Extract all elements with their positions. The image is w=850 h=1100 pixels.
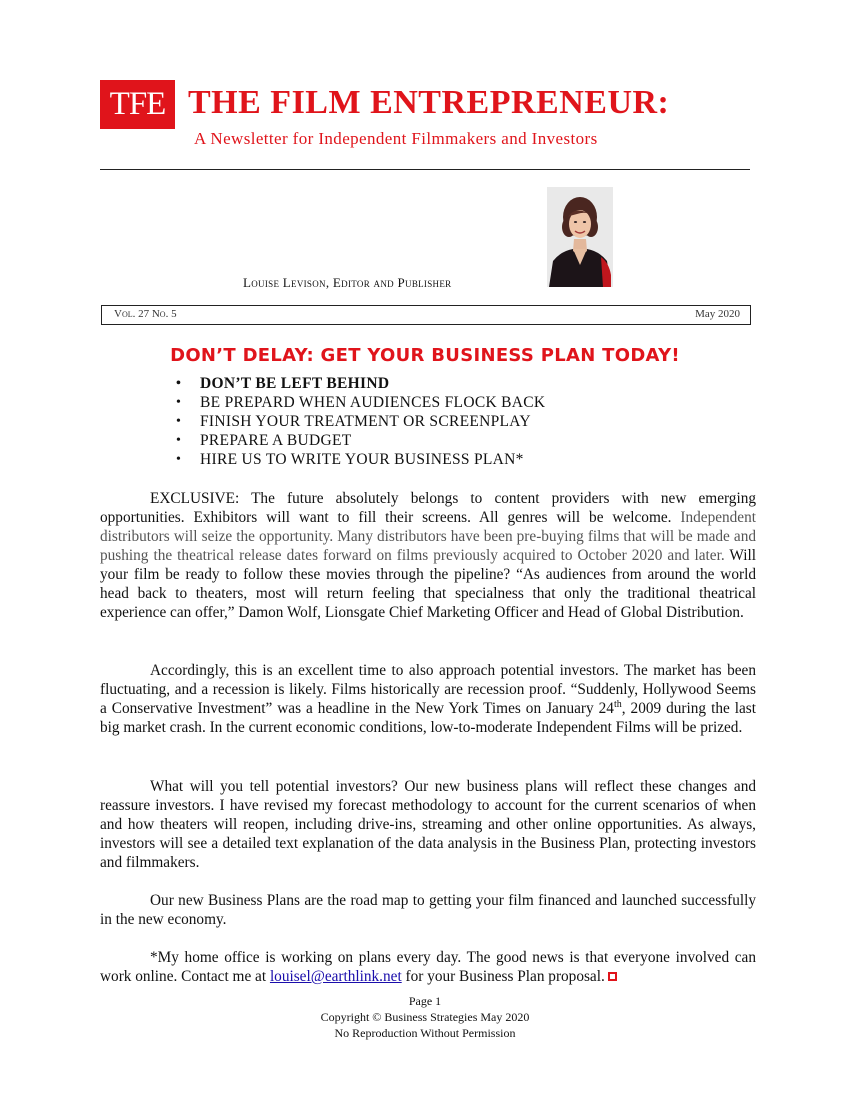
paragraph-text-highlight: Independent distributors will seize the opportunity. Many distributors have been pre-buying films that will be made and pushing the theatrical release dates forward on films previously acquired to October 2020 and later. — [100, 509, 756, 564]
paragraph-investors — [100, 661, 756, 737]
page-number: Page 1 — [408, 994, 442, 1008]
paragraph-text: Accordingly, this is an excellent time to also approach potential investors. The market has been fluctuating, and a recession is likely. Films historically are recession proof. “Suddenly, Hollywood Seems a Conservative Investment” was a headline in the New York Times on January 24 — [100, 662, 756, 717]
volume-number: Vol. 27 No. 5 — [114, 308, 177, 320]
bullet-item: • BE PREPARD WHEN AUDIENCES FLOCK BACK — [176, 393, 545, 412]
tfe-logo: TFE — [100, 80, 175, 129]
bullet-item: • FINISH YOUR TREATMENT OR SCREENPLAY — [176, 412, 545, 431]
paragraph-business-plans — [100, 777, 756, 872]
issue-info-bar — [101, 305, 751, 325]
paragraph-text: What will you tell potential investors? Our new business plans will reflect these changes and reassure investors. I have revised my forecast methodology to account for the current scenarios of when and how theaters will reopen, including drive-ins, streaming and other online opportunities. As always, investors will see a detailed text explanation of the data analysis in the Business Plan, protecting investors and filmmakers. — [100, 778, 756, 871]
paragraph-exclusive — [100, 489, 756, 622]
paragraph-text: EXCLUSIVE: The future absolutely belongs to content providers with new emerging opportunities. Exhibitors will want to fill their screens. All genres will be welcome. — [100, 490, 756, 526]
paragraph-text: , 2009 during the last big market crash. In the current economic conditions, low-to-moderate Independent Films will be prized. — [100, 700, 756, 736]
paragraph-text: Will your film be ready to follow these movies through the pipeline? “As audiences from around the world head back to theaters, most will return feeling that specialness that only the traditional theatrical experience can offer,” Damon Wolf, Lionsgate Chief Marketing Officer and Head of Global Distribution. — [100, 547, 756, 621]
email-link[interactable]: louisel@earthlink.net — [269, 968, 402, 985]
paragraph-text: for your Business Plan proposal. — [401, 968, 605, 985]
bullet-item: • DON’T BE LEFT BEHIND — [176, 374, 545, 393]
issue-date: May 2020 — [695, 308, 740, 320]
paragraph-road-map — [100, 891, 756, 929]
copyright-line: Copyright © Business Strategies May 2020 — [320, 1010, 530, 1024]
paragraph-contact — [100, 948, 756, 986]
reproduction-notice: No Reproduction Without Permission — [334, 1026, 516, 1040]
headline: DON’T DELAY: GET YOUR BUSINESS PLAN TODAY! — [170, 345, 680, 366]
end-mark-icon — [608, 972, 617, 981]
bullet-item: • PREPARE A BUDGET — [176, 431, 545, 450]
newsletter-subtitle: A Newsletter for Independent Filmmakers and Investors — [194, 129, 598, 148]
newsletter-title: THE FILM ENTREPRENEUR: — [188, 84, 670, 121]
superscript: th — [613, 698, 622, 710]
bullet-list — [176, 374, 545, 469]
editor-byline: Louise Levison, Editor and Publisher — [243, 275, 452, 290]
editor-photo — [547, 187, 613, 287]
masthead-divider — [100, 169, 750, 170]
paragraph-text: Our new Business Plans are the road map to getting your film financed and launched successfully in the new economy. — [100, 892, 756, 928]
bullet-item: • HIRE US TO WRITE YOUR BUSINESS PLAN* — [176, 450, 545, 469]
page-footer — [0, 993, 850, 1041]
paragraph-text: *My home office is working on plans every day. The good news is that everyone involved can work online. Contact me at — [100, 949, 756, 985]
